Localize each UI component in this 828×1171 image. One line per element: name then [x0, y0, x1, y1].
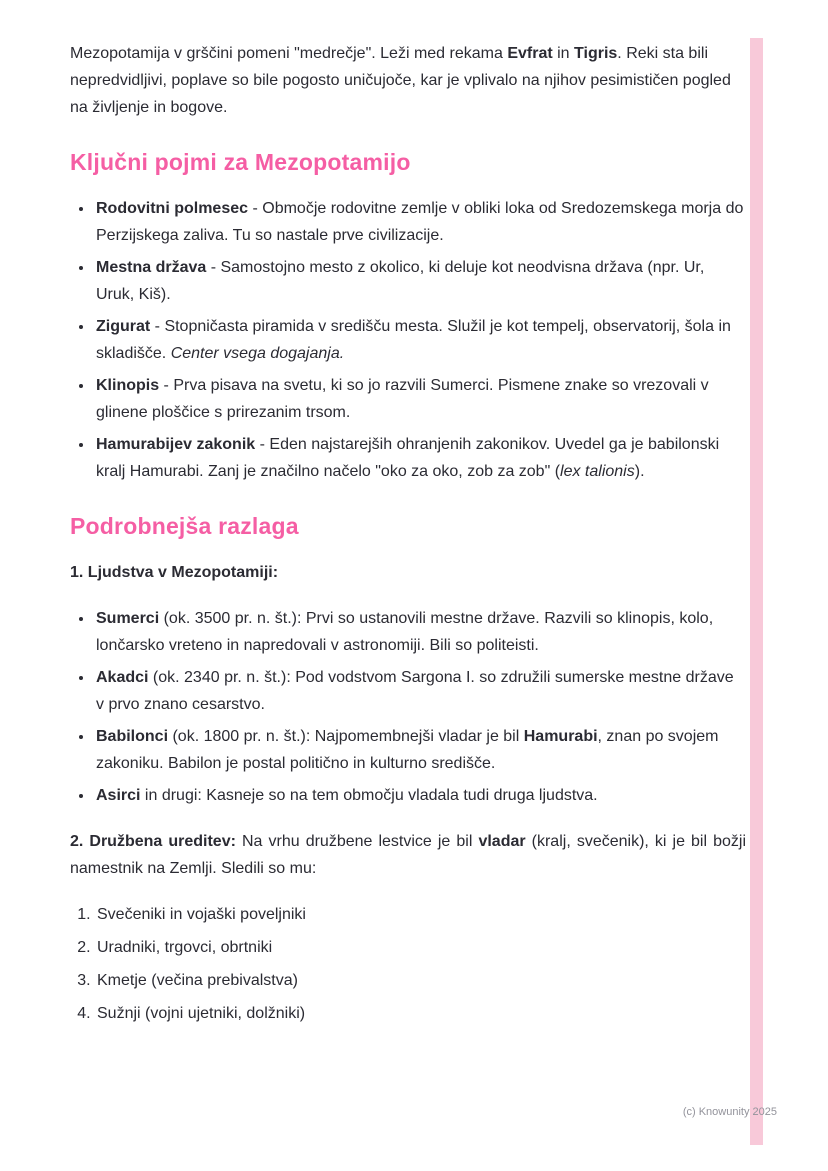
bold-text: 1. Ljudstva v Mezopotamiji: — [70, 564, 279, 581]
text-segment: in — [552, 45, 575, 62]
bold-text: Rodovitni polmesec — [96, 200, 249, 217]
text-segment: . Reki sta bili nepredvidljivi, poplave so bile pogosto uničujoče, kar je vplivalo na njihov pesimističen pogled na življenje in bogove. — [70, 45, 731, 116]
list-item — [94, 431, 746, 485]
list-item — [94, 664, 746, 718]
bold-text: 2. Družbena ureditev: — [70, 833, 236, 850]
text-segment: (ok. 2340 pr. n. št.): Pod vodstvom Sargona I. so združili sumerske mestne države v prvo znano cesarstvo. — [96, 669, 734, 713]
section-heading: Podrobnejša razlaga — [70, 513, 299, 539]
bold-text: Asirci — [96, 787, 141, 804]
italic-text: Center vsega dogajanja. — [170, 345, 345, 362]
text-segment: - Prva pisava na svetu, ki so jo razvili Sumerci. Pismene znake so vrezovali v glinene ploščice s prirezanim trsom. — [96, 377, 709, 421]
section-heading: Ključni pojmi za Mezopotamijo — [70, 149, 411, 175]
bold-text: Tigris — [574, 45, 618, 62]
text-segment: - Samostojno mesto z okolico, ki deluje kot neodvisna država (npr. Ur, Uruk, Kiš). — [96, 259, 705, 303]
text-segment: (ok. 3500 pr. n. št.): Prvi so ustanovili mestne države. Razvili so klinopis, kolo, lončarsko vreteno in napredovali v astronomiji. Bili so politeisti. — [96, 610, 714, 654]
bold-text: Hamurabijev zakonik — [96, 436, 256, 453]
bold-text: Klinopis — [96, 377, 160, 394]
text-segment: (kralj, svečenik), ki je bil božji namestnik na Zemlji. Sledili so mu: — [70, 833, 746, 877]
text-segment: Svečeniki in vojaški poveljniki — [97, 906, 306, 923]
bold-text: Babilonci — [96, 728, 169, 745]
pink-stripe-decoration — [750, 38, 763, 1145]
text-segment: Uradniki, trgovci, obrtniki — [97, 939, 273, 956]
text-segment: Kmetje (večina prebivalstva) — [97, 972, 298, 989]
list-item — [94, 723, 746, 777]
list-item — [95, 967, 746, 994]
list-item — [94, 313, 746, 367]
bold-text: Akadci — [96, 669, 149, 686]
bullet-list — [70, 195, 746, 485]
list-item — [94, 782, 746, 809]
bold-text: Mestna država — [96, 259, 207, 276]
list-item — [94, 254, 746, 308]
text-segment: - Stopničasta piramida v središču mesta. Služil je kot tempelj, observatorij, šola in skladišče. — [96, 318, 731, 362]
list-item — [94, 605, 746, 659]
bold-text: Sumerci — [96, 610, 160, 627]
text-segment: Na vrhu družbene lestvice je bil — [235, 833, 479, 850]
list-item — [95, 1000, 746, 1027]
italic-text: lex talionis — [560, 463, 635, 480]
document-content — [70, 40, 746, 1046]
bullet-list — [70, 605, 746, 809]
text-segment: (ok. 1800 pr. n. št.): Najpomembnejši vladar je bil — [168, 728, 524, 745]
bold-text: Evfrat — [507, 45, 553, 62]
text-segment: in drugi: Kasneje so na tem območju vladala tudi druga ljudstva. — [140, 787, 598, 804]
text-segment: - Območje rodovitne zemlje v obliki loka od Sredozemskega morja do Perzijskega zaliva. Tu so nastale prve civilizacije. — [96, 200, 744, 244]
list-item — [94, 195, 746, 249]
text-segment: - Eden najstarejših ohranjenih zakonikov. Uvedel ga je babilonski kralj Hamurabi. Zanj je značilno načelo "oko za oko, zob za zob" ( — [96, 436, 720, 480]
bold-text: vladar — [478, 833, 526, 850]
paragraph — [70, 828, 746, 882]
list-item — [94, 372, 746, 426]
text-segment: Mezopotamija v grščini pomeni "medrečje". Leži med rekama — [70, 45, 508, 62]
numbered-list — [70, 901, 746, 1027]
text-segment: ). — [634, 463, 645, 480]
text-segment: Sužnji (vojni ujetniki, dolžniki) — [97, 1005, 306, 1022]
bold-text: Zigurat — [96, 318, 151, 335]
text-segment: , znan po svojem zakoniku. Babilon je postal politično in kulturno središče. — [96, 728, 719, 772]
copyright-footer: (c) Knowunity 2025 — [682, 1106, 777, 1118]
paragraph — [70, 40, 746, 121]
list-item — [95, 934, 746, 961]
bold-text: Hamurabi — [523, 728, 598, 745]
paragraph — [70, 559, 746, 586]
list-item — [95, 901, 746, 928]
